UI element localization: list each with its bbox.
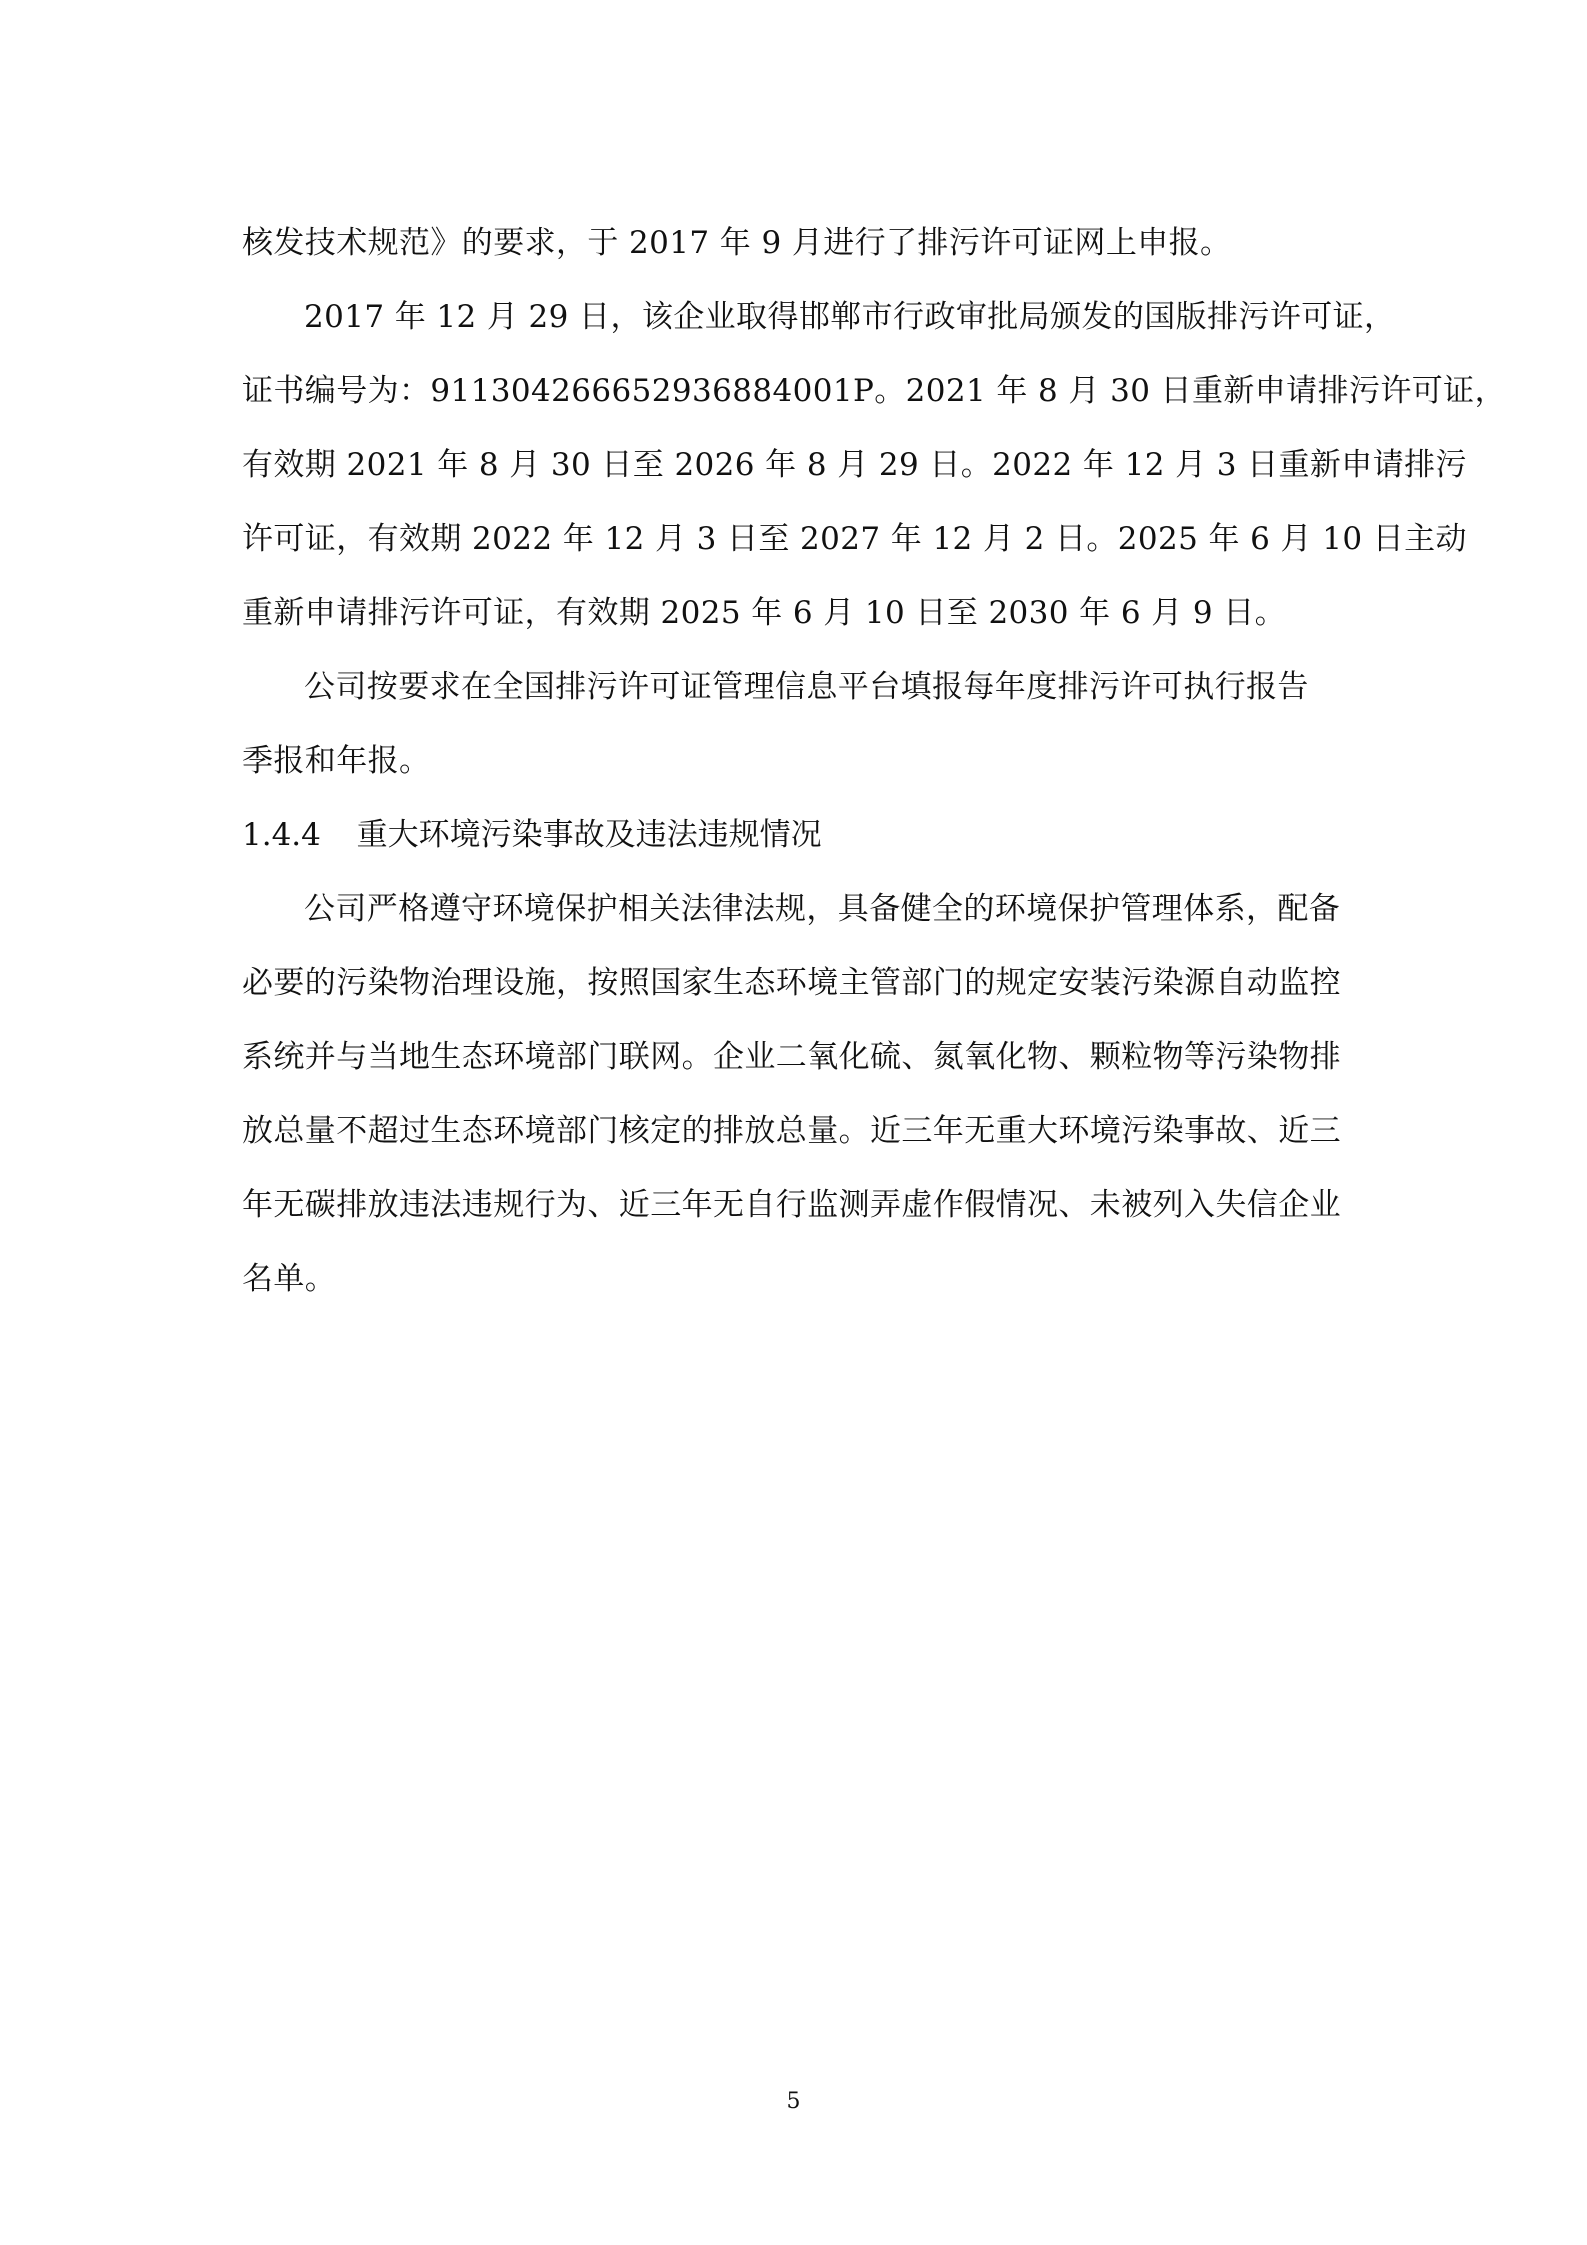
section-heading-title: 重大环境污染事故及违法违规情况: [356, 817, 822, 853]
paragraph-3-line-1: 公司按要求在全国排污许可证管理信息平台填报每年度排污许可执行报告: [304, 669, 1309, 705]
paragraph-2-line-1: 2017 年 12 月 29 日，该企业取得邯郸市行政审批局颁发的国版排污许可证，: [304, 299, 1396, 335]
paragraph-4-line-5: 年无碳排放违法违规行为、近三年无自行监测弄虚作假情况、未被列入失信企业: [242, 1187, 1341, 1223]
paragraph-4-line-3: 系统并与当地生态环境部门联网。企业二氧化硫、氮氧化物、颗粒物等污染物排: [242, 1039, 1341, 1075]
paragraph-2-line-3: 有效期 2021 年 8 月 30 日至 2026 年 8 月 29 日。2022 年 12 月 3 日重新申请排污: [242, 447, 1467, 483]
paragraph-4-line-6: 名单。: [242, 1261, 337, 1297]
paragraph-1-line-1: 核发技术规范》的要求，于 2017 年 9 月进行了排污许可证网上申报。: [242, 225, 1232, 261]
paragraph-2-line-4: 许可证，有效期 2022 年 12 月 3 日至 2027 年 12 月 2 日。2025 年 6 月 10 日主动: [242, 521, 1467, 557]
section-heading: [242, 813, 1362, 857]
paragraph-4-line-1: 公司严格遵守环境保护相关法律法规，具备健全的环境保护管理体系，配备: [304, 891, 1341, 927]
paragraph-3-line-2: 季报和年报。: [242, 743, 431, 779]
paragraph-2-line-5: 重新申请排污许可证，有效期 2025 年 6 月 10 日至 2030 年 6 月 9 日。: [242, 595, 1287, 631]
page-number: 5: [786, 2089, 801, 2114]
paragraph-4-line-4: 放总量不超过生态环境部门核定的排放总量。近三年无重大环境污染事故、近三: [242, 1113, 1341, 1149]
section-heading-number: 1.4.4: [242, 817, 321, 853]
paragraph-2-line-2: 证书编号为：911304266652936884001P。2021 年 8 月 30 日重新申请排污许可证，: [242, 373, 1506, 409]
paragraph-4-line-2: 必要的污染物治理设施，按照国家生态环境主管部门的规定安装污染源自动监控: [242, 965, 1341, 1001]
